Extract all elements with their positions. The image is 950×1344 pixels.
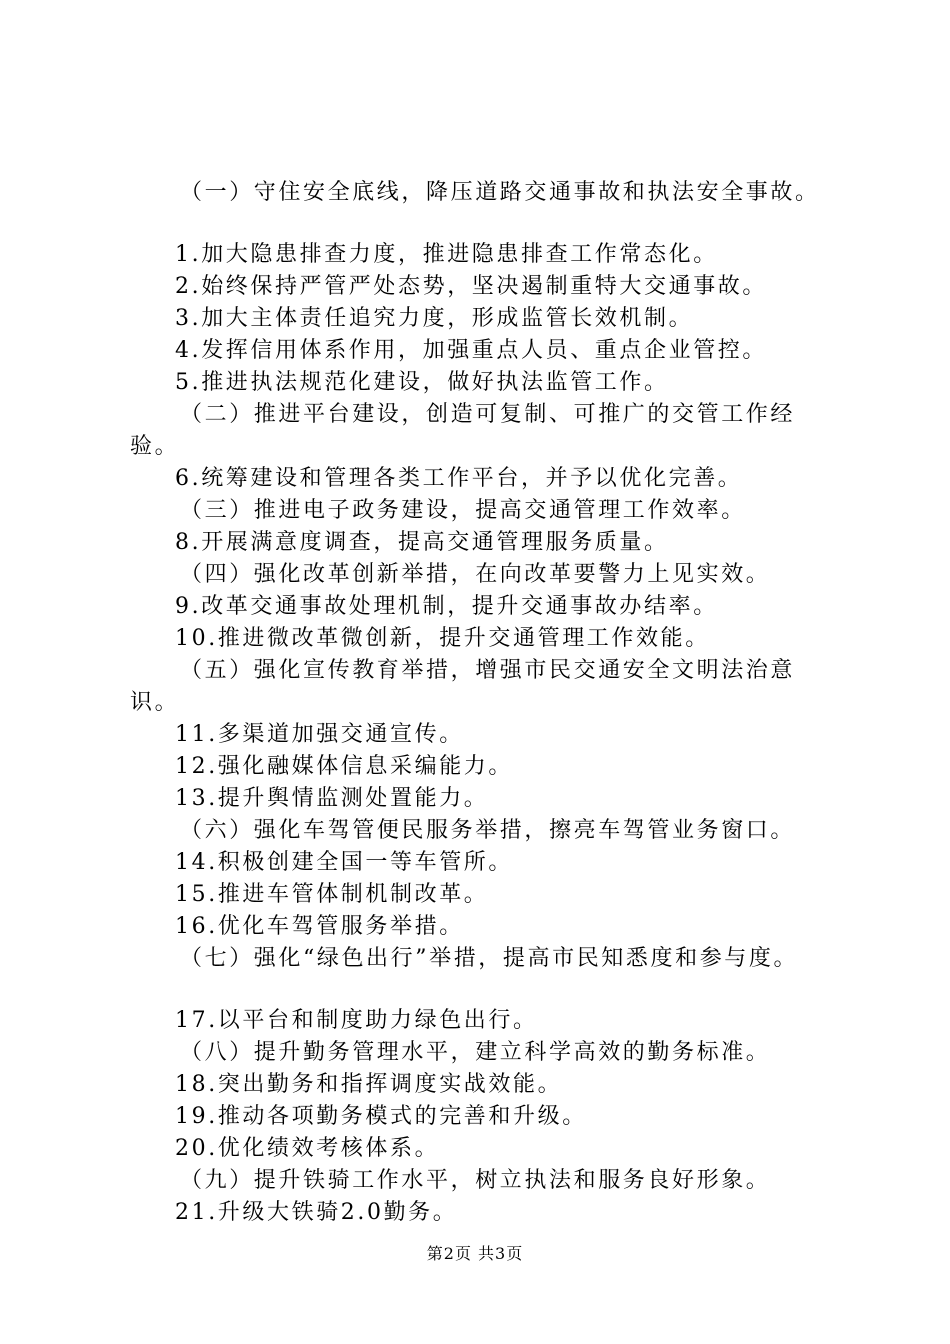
list-item-9: 9.改革交通事故处理机制，提升交通事故办结率。 <box>175 594 718 619</box>
list-item-10: 10.推进微改革微创新，提升交通管理工作效能。 <box>175 626 710 651</box>
list-item-20: 20.优化绩效考核体系。 <box>175 1136 440 1161</box>
section-heading-1: （一）守住安全底线，降压道路交通事故和执法安全事故。 <box>180 180 820 205</box>
list-item-19: 19.推动各项勤务模式的完善和升级。 <box>175 1104 587 1129</box>
section-heading-3: （三）推进电子政务建设，提高交通管理工作效率。 <box>180 498 746 523</box>
list-item-5: 5.推进执法规范化建设，做好执法监管工作。 <box>175 370 669 395</box>
section-heading-5-continued: 识。 <box>130 690 180 715</box>
section-heading-7: （七）强化“绿色出行”举措，提高市民知悉度和参与度。 <box>180 946 799 971</box>
list-item-16: 16.优化车驾管服务举措。 <box>175 914 464 939</box>
list-item-17: 17.以平台和制度助力绿色出行。 <box>175 1008 538 1033</box>
list-item-2: 2.始终保持严管严处态势，坚决遏制重特大交通事故。 <box>175 274 767 299</box>
list-item-14: 14.积极创建全国一等车管所。 <box>175 850 513 875</box>
page-number-footer: 第2页 共3页 <box>426 1244 524 1263</box>
section-heading-6: （六）强化车驾管便民服务举措，擦亮车驾管业务窗口。 <box>180 818 796 843</box>
section-heading-2-continued: 验。 <box>130 434 180 459</box>
list-item-3: 3.加大主体责任追究力度，形成监管长效机制。 <box>175 306 694 331</box>
list-item-1: 1.加大隐患排查力度，推进隐患排查工作常态化。 <box>175 242 718 267</box>
list-item-11: 11.多渠道加强交通宣传。 <box>175 722 464 747</box>
list-item-18: 18.突出勤务和指挥调度实战效能。 <box>175 1072 563 1097</box>
section-heading-4: （四）强化改革创新举措，在向改革要警力上见实效。 <box>180 562 771 587</box>
section-heading-5: （五）强化宣传教育举措，增强市民交通安全文明法治意 <box>180 658 796 683</box>
list-item-13: 13.提升舆情监测处置能力。 <box>175 786 489 811</box>
section-heading-9: （九）提升铁骑工作水平，树立执法和服务良好形象。 <box>180 1168 771 1193</box>
list-item-15: 15.推进车管体制机制改革。 <box>175 882 489 907</box>
list-item-8: 8.开展满意度调查，提高交通管理服务质量。 <box>175 530 669 555</box>
list-item-6: 6.统筹建设和管理各类工作平台，并予以优化完善。 <box>175 466 743 491</box>
list-item-12: 12.强化融媒体信息采编能力。 <box>175 754 513 779</box>
list-item-21: 21.升级大铁骑2.0勤务。 <box>175 1200 458 1225</box>
section-heading-2: （二）推进平台建设，创造可复制、可推广的交管工作经 <box>180 402 796 427</box>
section-heading-8: （八）提升勤务管理水平，建立科学高效的勤务标准。 <box>180 1040 771 1065</box>
list-item-4: 4.发挥信用体系作用，加强重点人员、重点企业管控。 <box>175 338 767 363</box>
